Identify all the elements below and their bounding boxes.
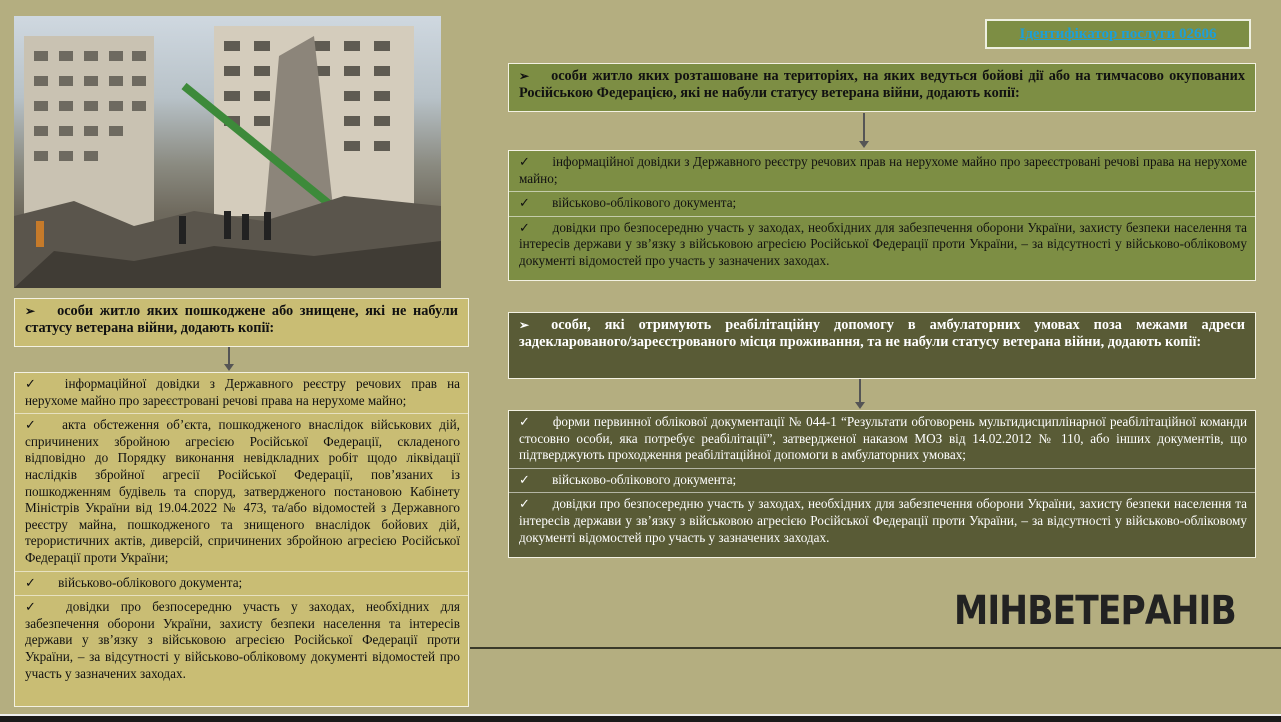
list-item — [509, 151, 1255, 191]
list-item — [509, 468, 1255, 493]
list-item-text: військово-облікового документа; — [58, 574, 243, 590]
check-icon: ✓ — [519, 414, 531, 429]
service-id-link[interactable]: Ідентифікатор послуги 02606 — [1019, 25, 1217, 42]
right-bottom-header-text: особи, які отримують реабілітаційну допомогу в амбулаторних умовах поза межами адреси задекларованого/зареєстрованого місця проживання, та не набули статусу ветерана війни, додають копії: — [519, 317, 1245, 350]
bottom-bar — [0, 714, 1281, 722]
check-icon: ✓ — [519, 219, 531, 235]
check-icon: ✓ — [519, 471, 531, 487]
list-item-text: довідки про безпосередню участь у заходах, необхідних для забезпечення оборони України, захисту безпеки населення та інтересів держави у зв’язку з військовою агресією Російської Федерації проти України, – за відсутності у військово-обліковому документі відомостей про участь у зазначених заходах. — [519, 219, 1247, 268]
down-arrow-icon — [859, 379, 861, 407]
check-icon: ✓ — [25, 599, 45, 615]
arrow-bullet-icon: ➢ — [519, 318, 530, 332]
divider-line — [470, 647, 1281, 649]
right-top-header-text: особи житло яких розташоване на територіях, на яких ведуться бойові дії або на тимчасово окупованих Російською Федерацією, які не набули статусу ветерана війни, додають копії: — [519, 68, 1245, 101]
list-item-text: довідки про безпосередню участь у заходах, необхідних для забезпечення оборони України, захисту безпеки населення та інтересів держави у зв’язку з військовою агресією Російської Федерації проти України, – за відсутності у військово-обліковому документі відомостей про участь у зазначених заходах. — [25, 599, 460, 681]
down-arrow-icon — [863, 113, 865, 146]
check-icon: ✓ — [25, 376, 43, 391]
arrow-bullet-icon: ➢ — [25, 304, 36, 318]
destroyed-building-photo — [14, 16, 441, 288]
list-item — [15, 595, 468, 686]
list-item — [15, 413, 468, 570]
list-item — [509, 411, 1255, 468]
check-icon: ✓ — [519, 496, 531, 512]
left-header-text: особи житло яких пошкоджене або знищене, які не набули статусу ветерана війни, додають копії: — [25, 303, 458, 336]
list-item — [509, 216, 1255, 274]
list-item-text: довідки про безпосередню участь у заходах, необхідних для забезпечення оборони України, захисту безпеки населення та інтересів держави у зв’язку з військовою агресією Російської Федерації проти України, – за відсутності у військово-обліковому документі відомостей про участь у зазначених заходах. — [519, 496, 1247, 545]
right-top-list — [508, 150, 1256, 281]
list-item-text: інформаційної довідки з Державного реєстру речових прав на нерухоме майно про зареєстровані речові права на нерухоме майно; — [519, 154, 1247, 186]
arrow-bullet-icon: ➢ — [519, 69, 530, 83]
left-list — [14, 372, 469, 707]
list-item — [509, 191, 1255, 216]
logo-text: МІНВЕТЕРАНІВ — [954, 588, 1236, 634]
right-bottom-header — [508, 312, 1256, 379]
list-item — [15, 373, 468, 413]
left-header — [14, 298, 469, 347]
check-icon: ✓ — [25, 574, 37, 590]
check-icon: ✓ — [519, 154, 531, 169]
check-icon: ✓ — [25, 417, 41, 433]
list-item-text: форми первинної облікової документації № 044-1 “Результати обговорень мультидисциплінарної реабілітаційної команди стосовно особи, яка потребує реабілітації”, затвердженої наказом МОЗ від 14.02.2012 № 110, або інших документів, що підтверджують проходження реабілітаційної допомоги в амбулаторних умовах; — [519, 414, 1247, 463]
list-item-text: військово-облікового документа; — [552, 195, 737, 211]
list-item-text: інформаційної довідки з Державного реєстру речових прав на нерухоме майно про зареєстровані речові права на нерухоме майно; — [25, 376, 460, 408]
right-bottom-list — [508, 410, 1256, 558]
photo-illustration — [14, 16, 441, 288]
down-arrow-icon — [228, 347, 230, 369]
list-item-text: акта обстеження об’єкта, пошкодженого внаслідок військових дій, спричинених збройною агресією Російської Федерації, складеного відповідно до Порядку виконання невідкладних робіт щодо ліквідації наслідків збройної агресії Російської Федерації, пов’язаних із пошкодженням будівель та споруд, затвердженого постановою Кабінету Міністрів України від 19.04.2022 № 473, та/або відомостей з Державного реєстру майна, пошкодженого та знищеного внаслідок бойових дій, терористичних актів, диверсій, спричинених збройною агресією Російської Федерації проти України; — [25, 417, 460, 565]
list-item — [509, 492, 1255, 550]
list-item-text: військово-облікового документа; — [552, 471, 737, 487]
service-id-badge[interactable] — [985, 19, 1251, 49]
check-icon: ✓ — [519, 195, 531, 211]
right-top-header — [508, 63, 1256, 112]
list-item — [15, 571, 468, 596]
minveteraniv-logo — [946, 586, 1258, 636]
